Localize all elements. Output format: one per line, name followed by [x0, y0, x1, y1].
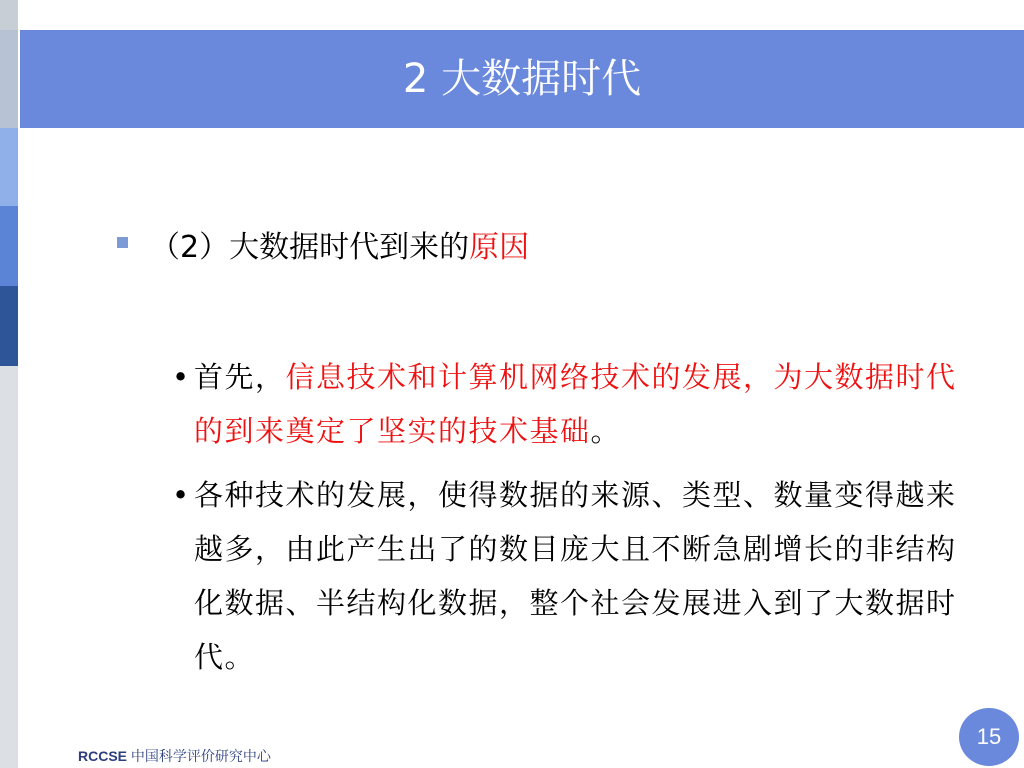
- left-bar-segment: [0, 366, 18, 768]
- bullet-text: 各种技术的发展，使得数据的来源、类型、数量变得越来越多，由此产生出了的数目庞大且不断急剧增长的非结构化数据、半结构化数据，整个社会发展进入到了大数据时代。: [194, 478, 957, 674]
- heading-highlight: 原因: [469, 230, 530, 265]
- footer-brand: RCCSE: [78, 748, 128, 764]
- left-bar-segment: [0, 0, 18, 30]
- page-number: 15: [976, 724, 1002, 749]
- title-band: [20, 30, 1024, 128]
- section-heading: [150, 222, 529, 266]
- bullet-text: [194, 350, 962, 458]
- left-accent-bar: [0, 0, 18, 768]
- dot-bullet-icon: •: [172, 360, 191, 394]
- bullet-trail: 。: [590, 414, 622, 448]
- left-bar-segment: [0, 206, 18, 286]
- bullet-item: [172, 468, 962, 684]
- left-bar-segment: [0, 286, 18, 366]
- heading-prefix: （2）大数据时代到来的: [150, 230, 470, 265]
- footer: [78, 746, 271, 766]
- slide-title: 2 大数据时代: [402, 56, 642, 102]
- bullet-item: [172, 350, 962, 458]
- left-bar-segment: [0, 128, 18, 206]
- bullet-highlight: 信息技术和计算机网络技术的发展，为大数据时代的到来奠定了坚实的技术基础: [194, 360, 957, 448]
- bullet-lead: 首先，: [194, 360, 286, 394]
- dot-bullet-icon: •: [172, 478, 191, 512]
- footer-org: 中国科学评价研究中心: [130, 748, 271, 764]
- square-bullet-icon: [117, 237, 128, 248]
- left-bar-segment: [0, 30, 18, 128]
